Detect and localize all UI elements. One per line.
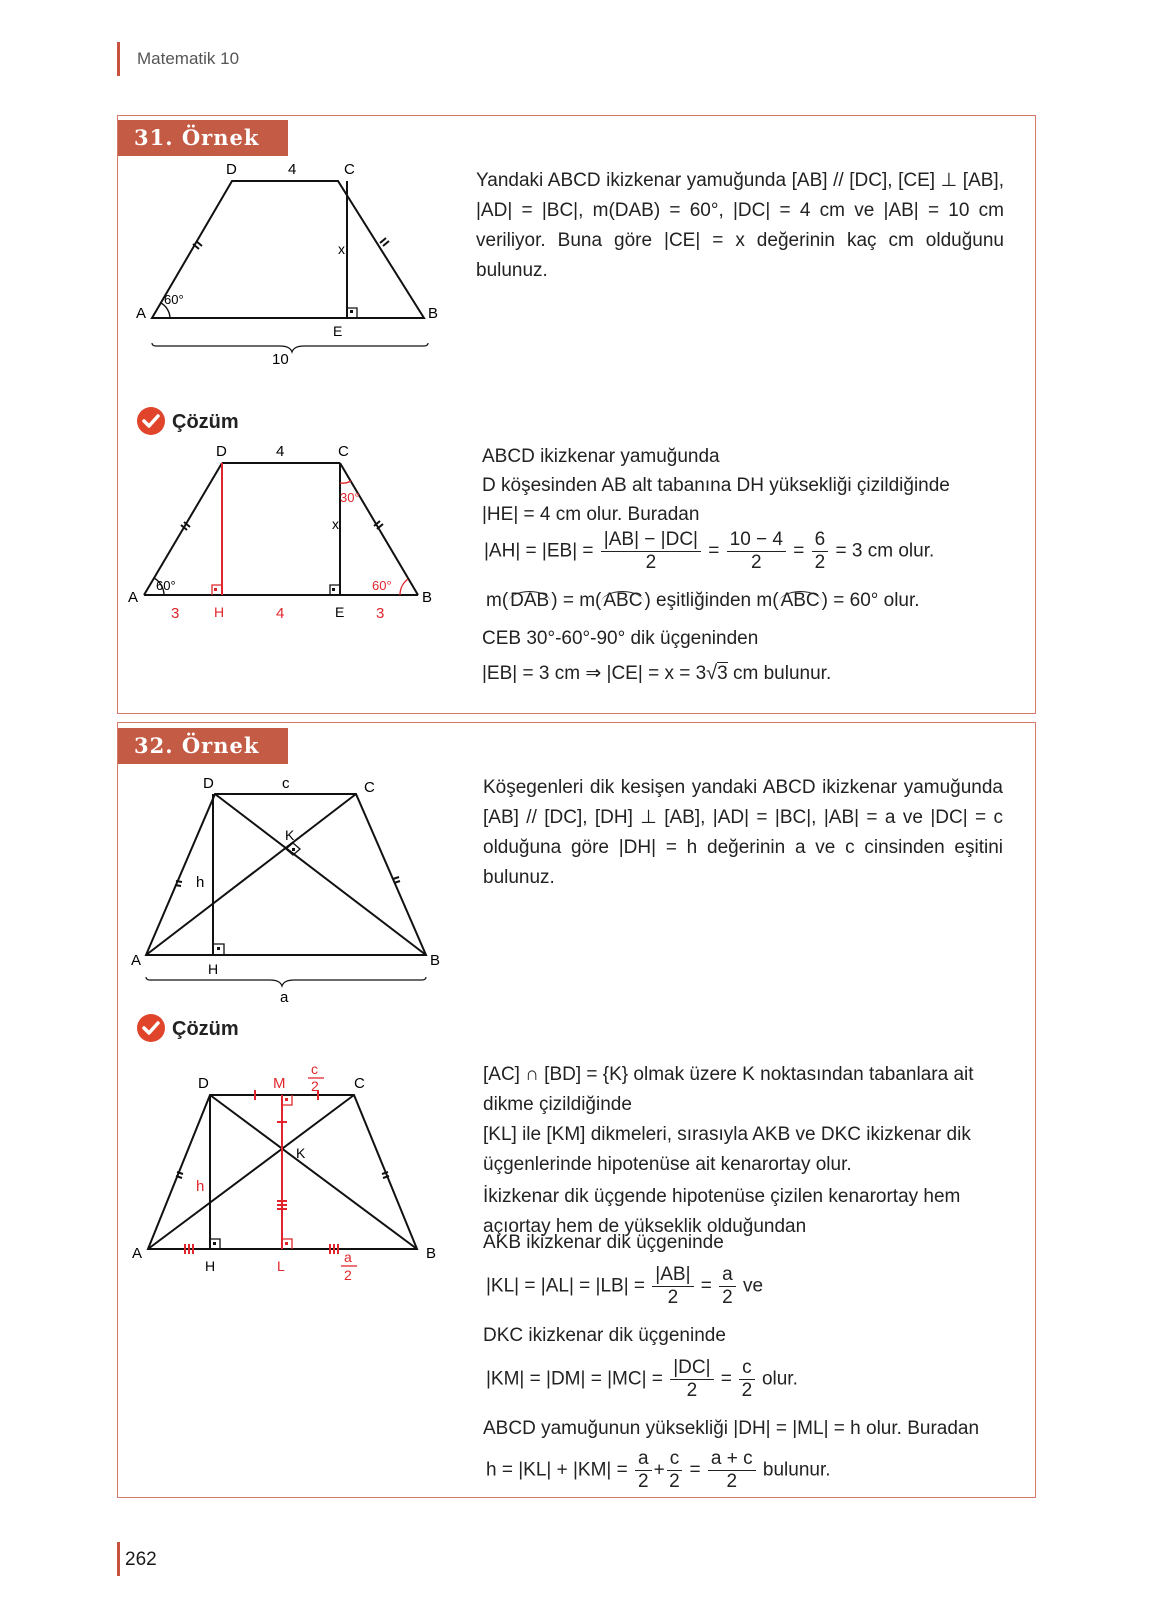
sol32-label-k: K — [296, 1145, 306, 1161]
example-32-solution-figure — [130, 1062, 460, 1292]
sol32-equation-2: |KM| = |DM| = |MC| = $\frac{|DC|}{2}$ = $\frac{c}{2}$ olur. — [486, 1357, 798, 1401]
example-31-tag: 31. Örnek — [118, 120, 288, 156]
sol31-label-h: H — [214, 604, 225, 620]
check-icon — [137, 1014, 165, 1042]
fig32-label-h: H — [208, 961, 219, 977]
sol32-line-1: [AC] ∩ [BD] = {K} olmak üzere K noktasından tabanlara ait dikme çizildiğinde — [483, 1064, 974, 1115]
sol31-label-d: D — [216, 443, 227, 460]
fig31-label-angle: 60° — [164, 292, 184, 307]
example-31-solution-figure — [122, 440, 452, 625]
sol31-label-a: A — [128, 589, 139, 606]
sol32-label-a-den: 2 — [344, 1267, 352, 1283]
fig31-label-a: A — [136, 305, 147, 322]
fig31-label-d: D — [226, 161, 237, 178]
fig32-label-a: A — [131, 952, 142, 969]
sol32-equation-1: |KL| = |AL| = |LB| = $\frac{|AB|}{2}$ = $\frac{a}{2}$ ve — [486, 1264, 764, 1308]
sol31-label-c: C — [338, 443, 349, 460]
book-title: Matematik 10 — [137, 49, 240, 68]
sol32-label-b: B — [426, 1245, 437, 1262]
fig31-label-e: E — [333, 323, 343, 339]
sol31-label-e: E — [335, 604, 345, 620]
sol32-line-2: [KL] ile [KM] dikmeleri, sırasıyla AKB ve DKC ikizkenar dik üçgenlerinde hipotenüse ait kenarortay olur. — [483, 1124, 971, 1175]
example-31-figure — [130, 158, 450, 378]
fig31-label-c: C — [344, 161, 355, 178]
page-number-accent-bar — [117, 1542, 120, 1576]
sol31-equation-1: |AH| = |EB| = $\frac{|AB| - |DC|}{2}$ = $\frac{10 - 4}{2}$ = $\frac{6}{2}$ = 3 cm olur. — [484, 529, 935, 573]
sol32-label-d: D — [198, 1075, 209, 1092]
sol31-line-4: CEB 30°-60°-90° dik üçgeninden — [482, 628, 759, 649]
sol32-label-c-den: 2 — [311, 1078, 319, 1094]
fig32-label-ab: a — [280, 989, 289, 1006]
fig32-label-b: B — [430, 952, 441, 969]
fig31-label-x: x — [338, 241, 345, 257]
sol31-label-ah: 3 — [171, 605, 180, 622]
fig32-label-dc: c — [282, 775, 290, 792]
example-31-question: Yandaki ABCD ikizkenar yamuğunda [AB] // [DC], [CE] ⊥ [AB], |AD| = |BC|, m(DAB) = 60°, |DC| = 4 cm ve |AB| = 10 cm veriliyor. Buna göre |CE| = x değerinin kaç cm olduğunu bulunuz. — [476, 170, 1004, 281]
header-accent-bar — [117, 42, 120, 76]
sol31-label-angle-a: 60° — [156, 578, 176, 593]
sol31-label-eb: 3 — [376, 605, 385, 622]
sol32-line-6: ABCD yamuğunun yüksekliği |DH| = |ML| = h olur. Buradan — [483, 1418, 980, 1439]
page-number: 262 — [125, 1549, 157, 1570]
sol31-label-x: x — [332, 516, 339, 532]
fig32-label-c: C — [364, 779, 375, 796]
sol31-equation-2: m( DAB ) = m( ABC ) eşitliğinden m( ABC ) = 60° olur. — [486, 590, 920, 611]
sol32-label-h: H — [205, 1258, 216, 1274]
sol31-line-5: |EB| = 3 cm ⇒ |CE| = x = 3√3 cm bulunur. — [482, 662, 832, 684]
fig32-label-k: K — [285, 827, 295, 843]
sol32-label-l: L — [277, 1258, 285, 1274]
sol32-label-c: C — [354, 1075, 365, 1092]
sol32-line-3: İkizkenar dik üçgende hipotenüse çizilen kenarortay hem açıortay hem de yükseklik olduğundan — [483, 1186, 961, 1237]
sol32-label-h-side: h — [196, 1178, 205, 1195]
fig31-label-dc: 4 — [288, 161, 297, 178]
sol32-label-c-num: c — [311, 1062, 318, 1077]
check-icon — [137, 407, 165, 435]
solution-label: Çözüm — [172, 1018, 239, 1040]
sol31-label-he: 4 — [276, 605, 285, 622]
sol31-line-3: |HE| = 4 cm olur. Buradan — [482, 504, 700, 525]
sol32-label-m: M — [273, 1075, 286, 1092]
sol32-label-a-num: a — [344, 1249, 352, 1265]
fig31-label-b: B — [428, 305, 439, 322]
sol31-line-2: D köşesinden AB alt tabanına DH yüksekliği çizildiğinde — [482, 475, 950, 496]
sol31-label-b: B — [422, 589, 433, 606]
fig32-label-h-side: h — [196, 874, 205, 891]
solution-label: Çözüm — [172, 411, 239, 433]
sol32-line-5: DKC ikizkenar dik üçgeninde — [483, 1325, 726, 1346]
sol31-label-angle-c: 30° — [340, 490, 360, 505]
sol32-line-4: AKB ikizkenar dik üçgeninde — [483, 1232, 724, 1253]
fig32-label-d: D — [203, 775, 214, 792]
sol32-equation-3: h = |KL| + |KM| = $\frac{a}{2}$ + $\frac{c}{2}$ = $\frac{a + c}{2}$ bulunur. — [486, 1448, 831, 1492]
sol32-label-a: A — [132, 1245, 143, 1262]
example-32-question: Köşegenleri dik kesişen yandaki ABCD ikizkenar yamuğunda [AB] // [DC], [DH] ⊥ [AB], |AD| = |BC|, |AB| = a ve |DC| = c olduğuna göre |DH| = h değerinin a ve c cinsinden eşitini bulunuz. — [483, 777, 1003, 888]
example-32-tag: 32. Örnek — [118, 728, 288, 764]
sol31-label-dc: 4 — [276, 443, 285, 460]
fig31-label-ab: 10 — [272, 351, 289, 368]
sol31-line-1: ABCD ikizkenar yamuğunda — [482, 446, 720, 467]
sol31-label-angle-b: 60° — [372, 578, 392, 593]
example-32-figure — [130, 772, 450, 1007]
